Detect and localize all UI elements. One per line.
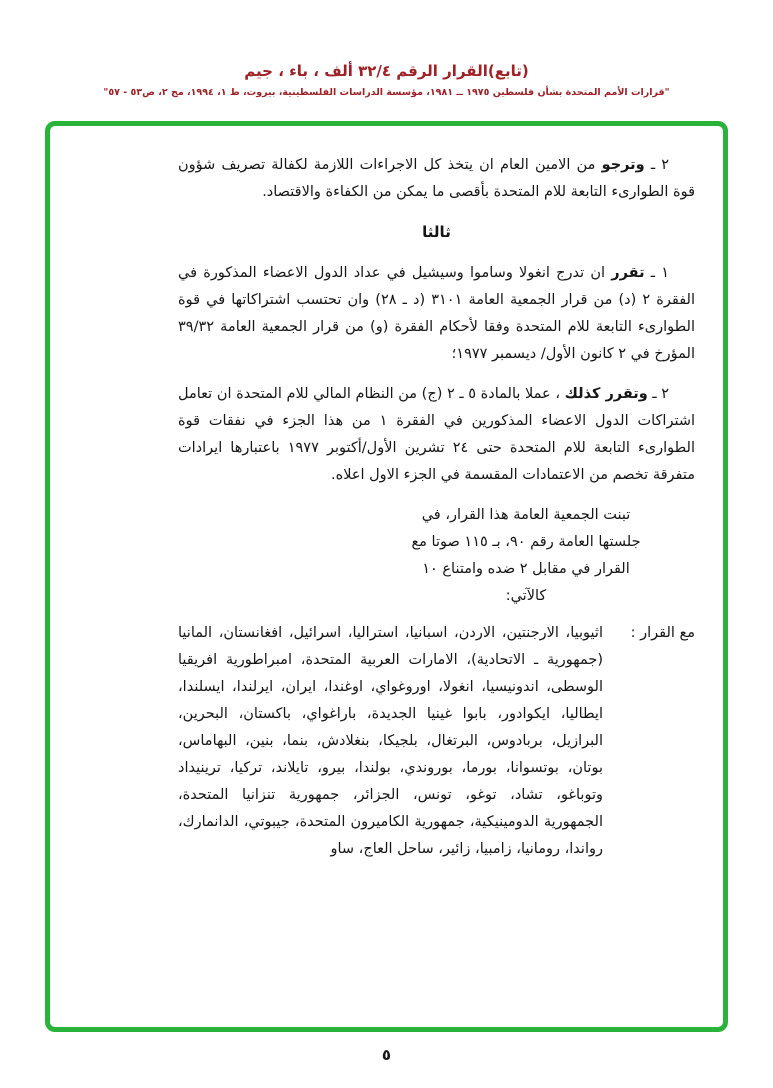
operative-paragraph-decide-1 bbox=[178, 260, 695, 368]
green-border-frame bbox=[45, 121, 728, 1032]
paragraph-number: ٢ ـ bbox=[650, 157, 670, 173]
paragraph-lead-word: وتقرر كذلك bbox=[564, 386, 648, 402]
vote-with-block bbox=[178, 620, 695, 863]
paragraph-text: ان تدرج انغولا وساموا وسيشيل في عداد الدول الاعضاء المذكورة في الفقرة ٢ (د) من قرار الجمعية العامة ٣١٠١ (د ـ ٢٨) وان تحتسب اشتراكاتها في قوة الطوارىء التابعة للام المتحدة وفقا لأحكام الفقرة (و) من قرار الجمعية العامة ٣٩/٣٢ المؤرخ في ٢ كانون الأول/ ديسمبر ١٩٧٧؛ bbox=[178, 265, 695, 362]
paragraph-lead-word: تقرر bbox=[611, 265, 645, 281]
paragraph-lead-word: وترجو bbox=[601, 157, 645, 173]
section-heading-third: ثالثا bbox=[422, 223, 451, 241]
page-number: ٥ bbox=[381, 1046, 392, 1064]
page-header bbox=[0, 62, 773, 98]
paragraph-text: ، عملا بالمادة ٥ ـ ٢ (ج) من النظام المالي للام المتحدة ان تعامل اشتراكات الدول الاعضاء المذكورين في الفقرة ١ من هذا الجزء في نفقات قوة الطوارىء التابعة للام المتحدة حتى ٢٤ تشرين الأول/أكتوبر ١٩٧٧ باعتبارها ايرادات متفرقة تخصم من الاعتمادات المقسمة في الجزء الاول اعلاه. bbox=[178, 386, 695, 483]
paragraph-number: ١ ـ bbox=[650, 265, 670, 281]
paragraph-number: ٢ ـ bbox=[652, 386, 670, 402]
vote-with-countries: اثيوبيا، الارجنتين، الاردن، اسبانيا، استراليا، اسرائيل، افغانستان، المانيا (جمهورية ـ الاتحادية)، الامارات العربية المتحدة، امبراطورية افريقيا الوسطى، اندونيسيا، انغولا، اوروغواي، اوغندا، ايران، ايرلندا، ايسلندا، ايطاليا، ايكوادور، بابوا غينيا الجديدة، باراغواي، باكستان، البحرين، البرازيل، بربادوس، البرتغال، بلجيكا، بنغلادش، بنما، بنين، البهاماس، بوتان، بوتسوانا، بورما، بوروندي، بولندا، بيرو، تايلاند، تركيا، ترينيداد وتوباغو، تشاد، توغو، تونس، الجزائر، جمهورية تنزانيا المتحدة، الجمهورية الدومينيكية، جمهورية الكاميرون المتحدة، جيبوتي، الدانمارك، رواندا، رومانيا، زامبيا، زائير، ساحل العاج، ساو bbox=[178, 625, 603, 857]
vote-with-label: مع القرار : bbox=[630, 625, 695, 641]
resolution-title: (تابع)القرار الرقم ٣٢/٤ ألف ، باء ، جيم bbox=[244, 62, 529, 80]
paragraph-text: من الامين العام ان يتخذ كل الاجراءات اللازمة لكفالة تصريف شؤون قوة الطوارىء التابعة للام المتحدة بأقصى ما يمكن من الكفاءة والاقتصاد. bbox=[178, 157, 695, 200]
resolution-body bbox=[50, 126, 723, 1027]
operative-paragraph-request bbox=[178, 152, 695, 206]
operative-paragraph-decide-2 bbox=[178, 381, 695, 489]
source-citation: "قرارات الأمم المتحدة بشأن فلسطين ١٩٧٥ ــ ١٩٨١، مؤسسة الدراسات الفلسطينية، بيروت، ط ١، ١٩٩٤، مج ٢، ص٥٣ - ٥٧" bbox=[103, 87, 670, 98]
adoption-note: تبنت الجمعية العامة هذا القرار، في جلستها العامة رقم ٩٠، بـ ١١٥ صوتا مع القرار في مقابل ٢ ضده وامتناع ١٠ كالآتي: bbox=[411, 507, 641, 604]
